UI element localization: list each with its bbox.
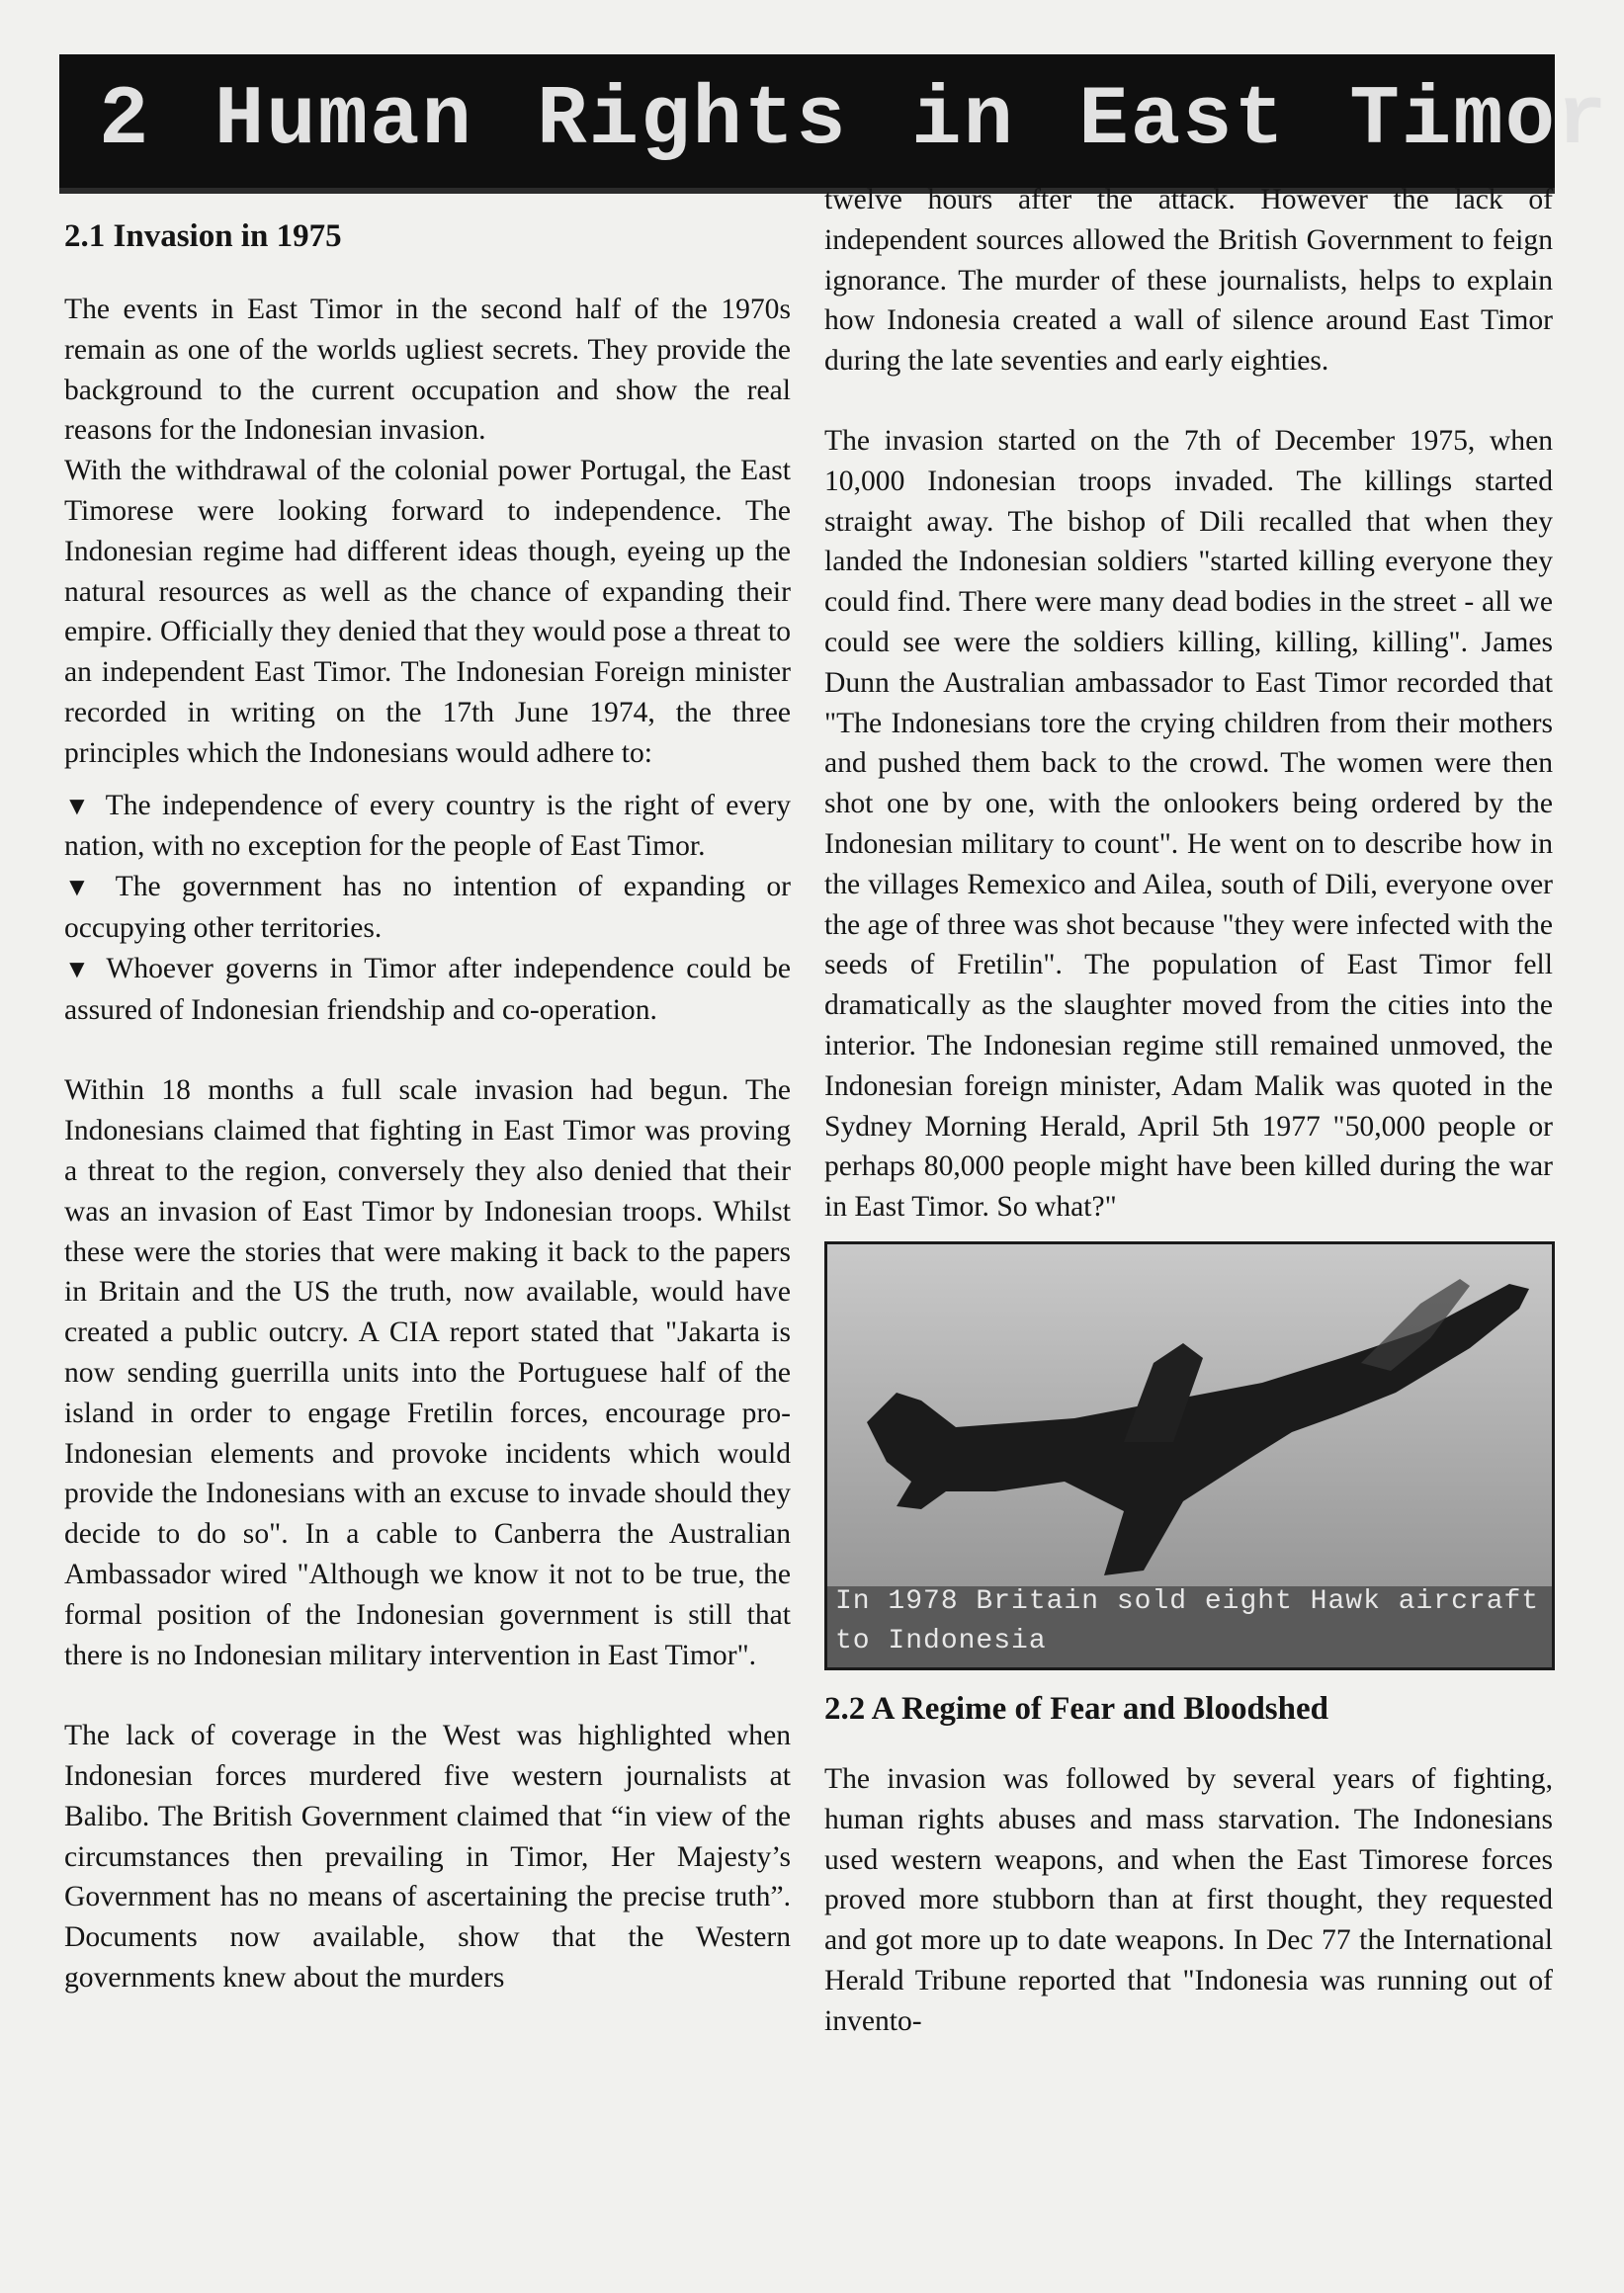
paragraph: The lack of coverage in the West was highlighted when Indonesian forces murdered five western journalists at Balibo. The British Government claimed that “in view of the circumstances then prevailing in Timor, Her Majesty’s Government has no means of ascertaining the precise truth”. Documents now available, show that the Western governments knew about the murders [64, 1720, 791, 1995]
chapter-title: 2 Human Rights in East Timor [99, 74, 1609, 168]
section-heading-regime: 2.2 A Regime of Fear and Bloodshed [824, 1690, 1329, 1727]
triangle-bullet-icon: ▼ [64, 791, 94, 820]
paragraph: twelve hours after the attack. However the lack of independent sources allowed the British Government to feign ignorance. The murder of these journalists, helps to explain how Indonesia created a wall of silence around East Timor during the late seventies and early eighties. [824, 184, 1553, 378]
paragraph: Within 18 months a full scale invasion had begun. The Indonesians claimed that fighting in East Timor was proving a threat to the region, conversely they also denied that their was an invasion of East Timor by Indonesian troops. Whilst these were the stories that were making it back to the papers in Britain and the US the truth, now available, would have created a public outcry. A CIA report stated that "Jakarta is now sending guerrilla units into the Portuguese half of the island in order to engage Fretilin forces, encourage pro-Indonesian elements and provoke incidents which would provide the Indonesians with an excuse to invade should they decide to do so". In a cable to Canberra the Australian Ambassador wired "Although we know it not to be true, the formal position of the Indonesian government is still that there is no Indonesian military intervention in East Timor". [64, 1074, 791, 1671]
paragraph: The invasion started on the 7th of December 1975, when 10,000 Indonesian troops invaded. The killings started straight away. The bishop of Dili recalled that when they landed the Indonesian soldiers "started killing everyone they could find. There were many dead bodies in the street - all we could see were the soldiers killing, killing, killing". James Dunn the Australian ambassador to East Timor recorded that "The Indonesians tore the crying children from their mothers and pushed them back to the crowd. The women were then shot one by one, with the onlookers being ordered by the Indonesian military to count". He went on to describe how in the villages Remexico and Ailea, south of Dili, everyone over the age of three was shot because "they were infected with the seeds of Fretilin". The population of East Timor fell dramatically as the slaughter moved from the cities into the interior. The Indonesian regime still remained unmoved, the Indonesian foreign minister, Adam Malik was quoted in the Sydney Morning Herald, April 5th 1977 "50,000 people or perhaps 80,000 people might have been killed during the war in East Timor. So what?" [824, 424, 1553, 1224]
list-item [64, 867, 791, 949]
left-column [64, 180, 791, 1998]
principles-list [64, 786, 791, 1031]
list-item [64, 949, 791, 1031]
paragraph: The invasion was followed by several years of fighting, human rights abuses and mass starvation. The Indonesians used western weapons, and when the East Timorese forces proved more stubborn than at first thought, they requested and got more up to date weapons. In Dec 77 the International Herald Tribune reported that "Indonesia was running out of invento- [824, 1762, 1553, 2037]
hawk-aircraft-photo [824, 1241, 1555, 1670]
paragraph: The events in East Timor in the second half of the 1970s remain as one of the worlds ugliest secrets. They provide the background to the current occupation and show the real reasons for the Indonesian invasion. [64, 294, 791, 447]
section-heading-invasion: 2.1 Invasion in 1975 [64, 218, 342, 254]
right-column [824, 180, 1553, 2042]
triangle-bullet-icon: ▼ [64, 873, 104, 902]
figure-caption: In 1978 Britain sold eight Hawk aircraft to Indonesia [835, 1585, 1540, 1656]
triangle-bullet-icon: ▼ [64, 954, 95, 983]
list-item-text: Whoever governs in Timor after independence could be assured of Indonesian friendship and co-operation. [64, 952, 792, 1026]
list-item-text: The government has no intention of expanding or occupying other territories. [64, 871, 792, 944]
chapter-banner [59, 54, 1609, 194]
paragraph: With the withdrawal of the colonial power Portugal, the East Timorese were looking forward to independence. The Indonesian regime had different ideas though, eyeing up the natural resources as well as the chance of expanding their empire. Officially they denied that they would pose a threat to an independent East Timor. The Indonesian Foreign minister recorded in writing on the 17th June 1974, the three principles which the Indonesians would adhere to: [64, 455, 791, 769]
list-item [64, 786, 791, 868]
list-item-text: The independence of every country is the right of every nation, with no exception for the people of East Timor. [64, 789, 791, 863]
